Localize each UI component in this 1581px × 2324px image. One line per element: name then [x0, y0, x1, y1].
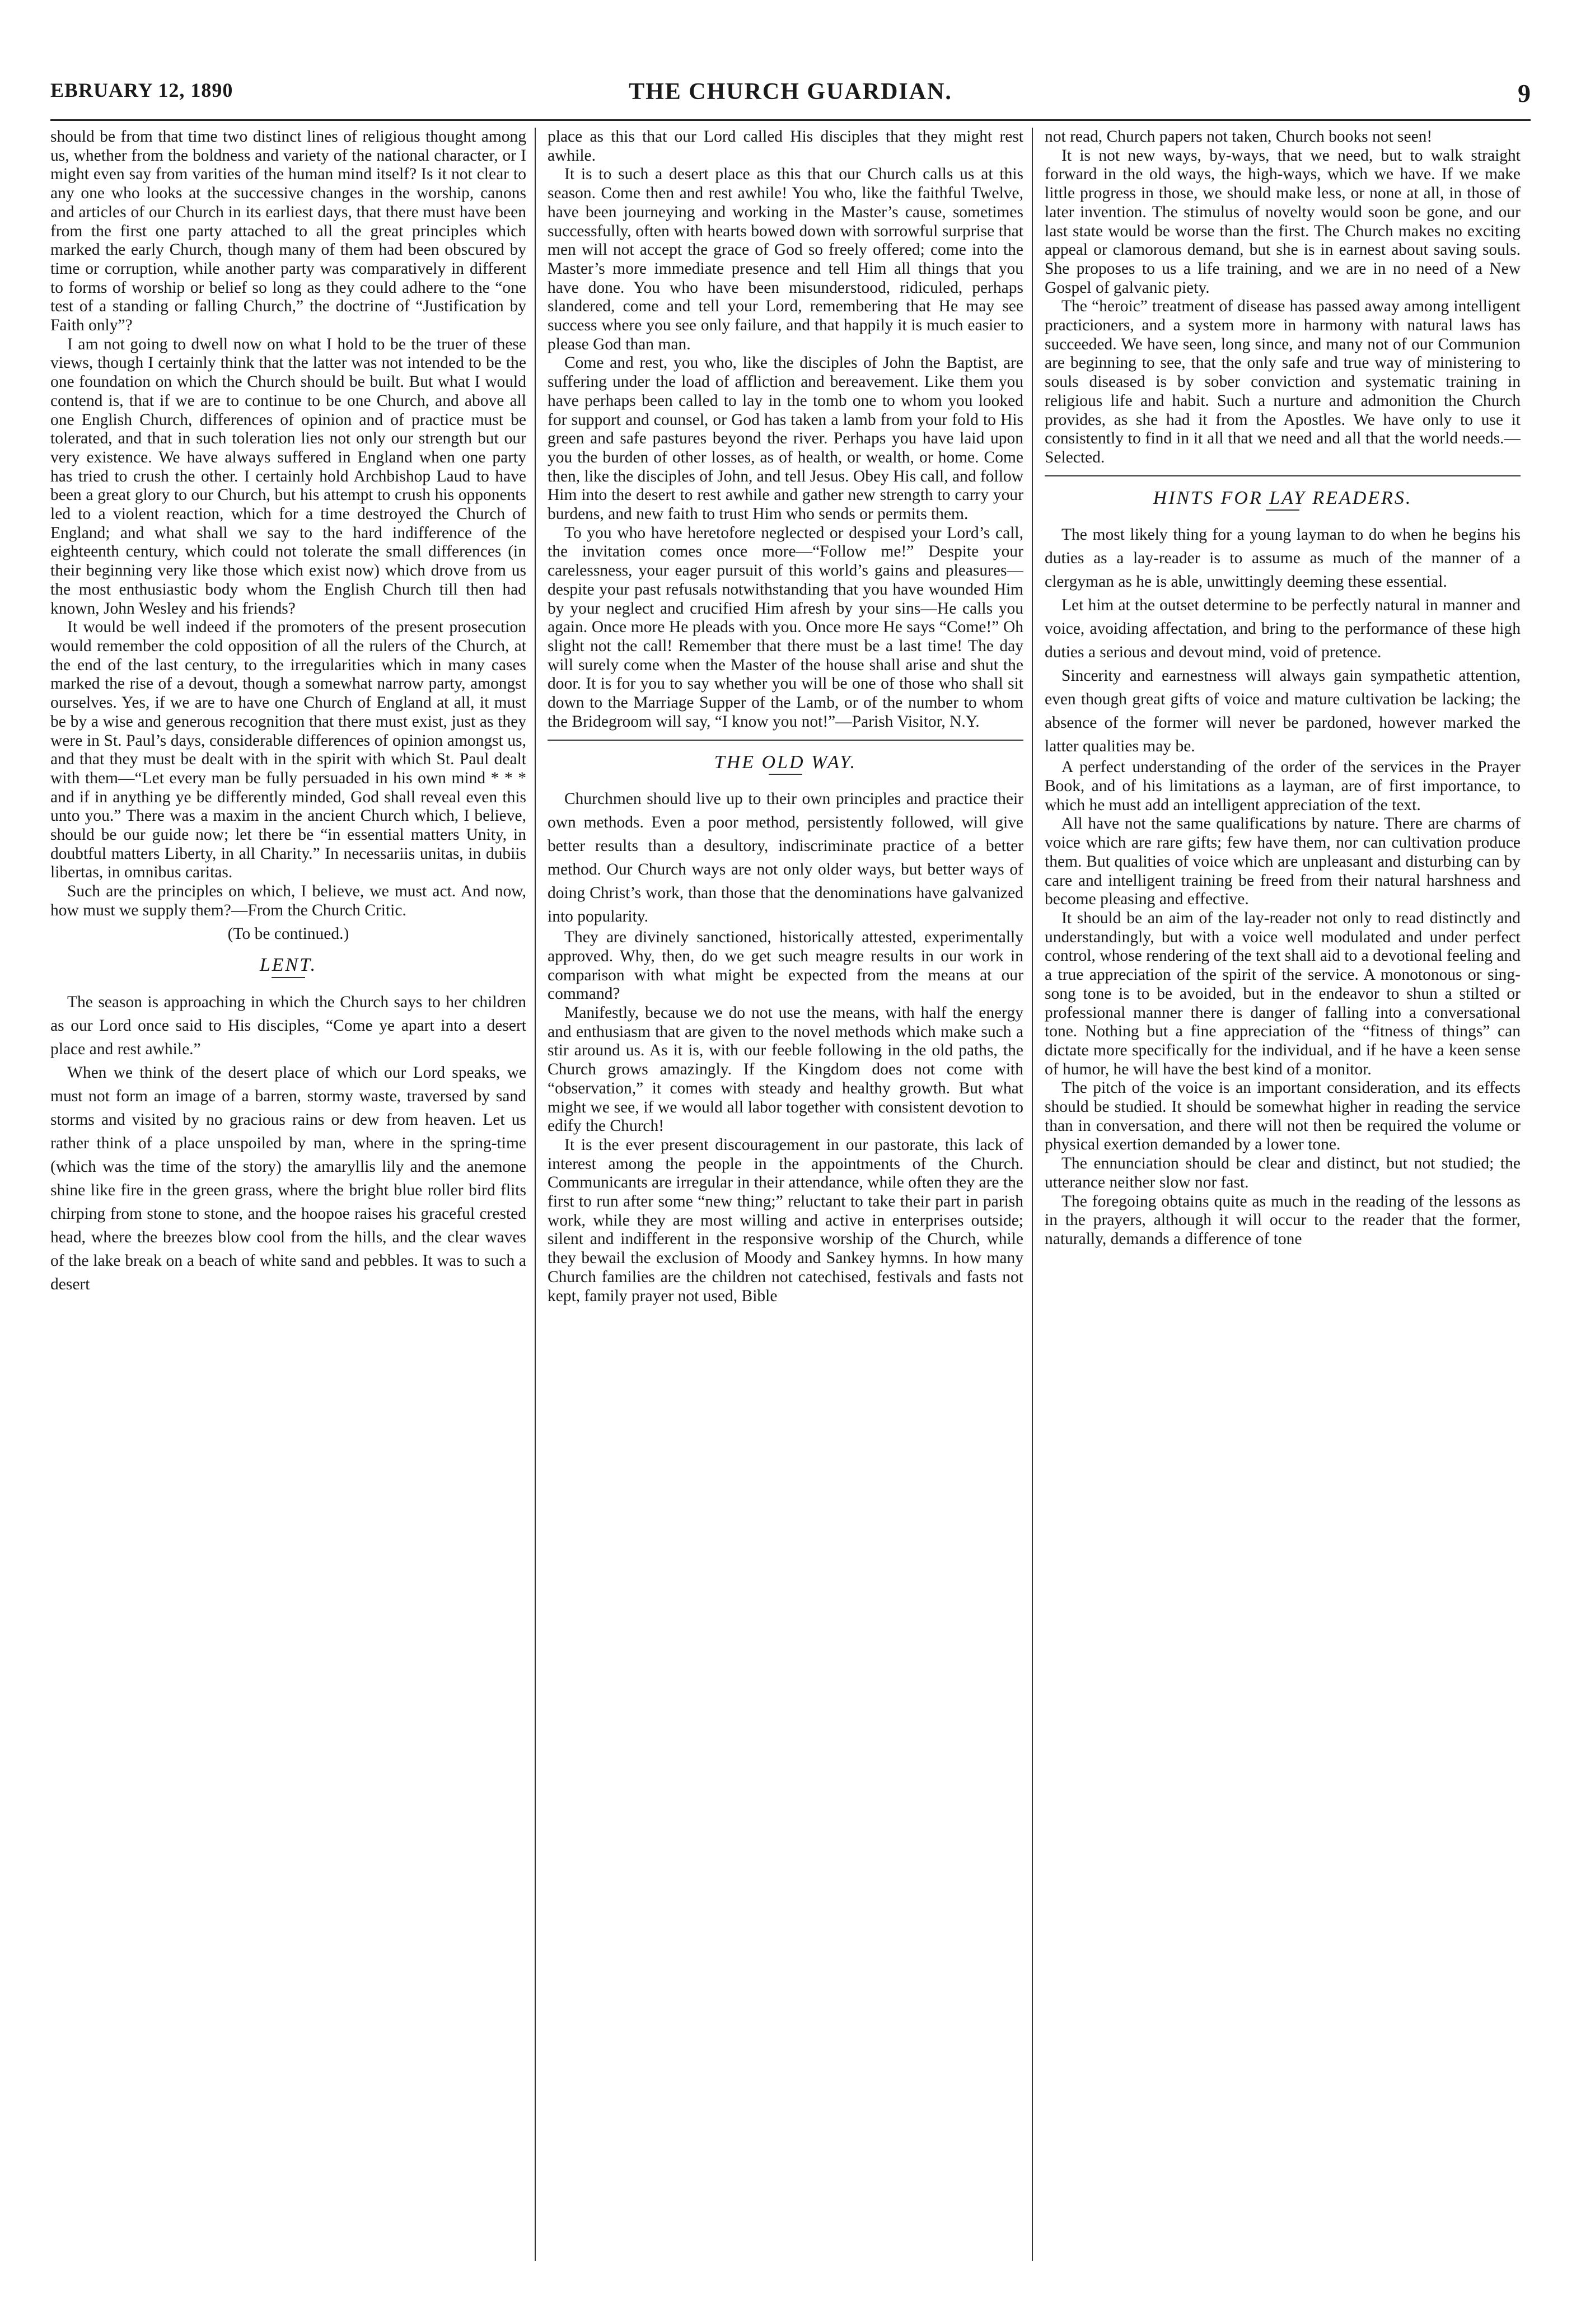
article-paragraph: It is to such a desert place as this that our Church calls us at this season. Come then and rest awhile! You who, like the faithful Twelve, have been journeying and working in the Master’s cause, sometimes successfully, often with hearts bowed down with sorrowful surprise that men will not accept the grace of God so freely offered; come into the Master’s more immediate presence and tell Him all things that you have done. You who have been misunderstood, ridiculed, perhaps slandered, come and tell your Lord, remembering that He may see success where you see only failure, and that happily it is much easier to please God than man. — [548, 165, 1023, 353]
masthead-rule — [50, 119, 1531, 121]
column-divider — [535, 128, 536, 2261]
article-paragraph: All have not the same qualifications by nature. There are charms of voice which are rare gifts; few have them, nor can cultivation produce them. But qualities of voice which are unpleasant and disturbing can by care and intelligent training be freed from their natural harshness and become pleasing and effective. — [1045, 815, 1521, 909]
section-heading-lent: LENT. — [259, 955, 317, 976]
issue-date: EBRUARY 12, 1890 — [50, 79, 233, 101]
article-paragraph: The ennunciation should be clear and distinct, but not studied; the utterance neither slow nor fast. — [1045, 1154, 1521, 1191]
article-paragraph: When we think of the desert place of which our Lord speaks, we must not form an image of a barren, stormy waste, traversed by sand storms and visited by no gracious rains or dew from heaven. Let us rather think of a place unspoiled by man, where in the spring-time (which was the time of the story) the amaryllis lily and the anemone shine like fire in the green grass, where the bright blue roller bird flits chirping from stone to stone, and the hoopoe raises his graceful crested head, where the breezes blow cool from the hills, and the clear waves of the lake break on a beach of white sand and pebbles. It was to such a desert — [50, 1063, 526, 1293]
article-paragraph: The foregoing obtains quite as much in the reading of the lessons as in the prayers, although it will occur to the reader that the former, naturally, demands a difference of tone — [1045, 1192, 1521, 1248]
article-paragraph: not read, Church papers not taken, Church books not seen! — [1045, 128, 1433, 146]
continued-note: (To be continued.) — [227, 924, 349, 943]
article-paragraph: Let him at the outset determine to be perfectly natural in manner and voice, avoiding affectation, and bring to the performance of these high duties a serious and devout mind, void of pretence. — [1045, 596, 1521, 662]
article-paragraph: Manifestly, because we do not use the means, with half the energy and enthusiasm that are given to the novel methods which make such a stir around us. As it is, with our feeble following in the old paths, the Church grows amazingly. If the Kingdom does not come with “observation,” it comes with steady and healthy growth. But what might we see, if we would all labor together with consistent devotion to edify the Church! — [548, 1004, 1023, 1135]
heading-rule — [272, 977, 305, 978]
heading-rule — [769, 774, 802, 775]
article-paragraph: It would be well indeed if the promoters of the present prosecution would remember the cold opposition of all the rulers of the Church, at the end of the last century, to the irregularities which in many cases marked the rise of a devout, though a somewhat narrow party, amongst ourselves. Yes, if we are to have one Church of England at all, it must be by a wise and generous recognition that there must exist, just as they were in St. Paul’s days, considerable differences of opinion amongst us, and that they must be dealt with in the spirit with which St. Paul dealt with them—“Let every man be fully persuaded in his own mind * * * and if in anything ye be differently minded, God shall reveal even this unto you.” There was a maxim in the ancient Church which, I believe, should be our guide now; let there be “in essential matters Unity, in doubtful matters Liberty, in all Charity.” In necessariis unitas, in dubiis libertas, in omnibus caritas. — [50, 618, 526, 882]
page-number: 9 — [1518, 79, 1531, 107]
article-paragraph: It should be an aim of the lay-reader not only to read distinctly and understandingly, but with a voice well modulated and under perfect control, whose rendering of the text shall aid to a devotional feeling and a true appreciation of the spirit of the service. A monotonous or sing-song tone is to be avoided, but in the endeavor to shun a stilted or professional manner there is danger of falling into a conversational tone. Nothing but a fine appreciation of the “fitness of things” can dictate more specifically for the individual, and if he have a keen sense of humor, he will have the best kind of a monitor. — [1045, 909, 1521, 1078]
heading-rule — [1266, 509, 1299, 511]
article-paragraph: The most likely thing for a young layman to do when he begins his duties as a lay-reader is to assume as much of the manner of a clergyman as he is able, unwittingly deeming these essential. — [1045, 526, 1521, 591]
article-paragraph: Come and rest, you who, like the disciples of John the Baptist, are suffering under the load of affliction and bereavement. Like them you have perhaps been called to lay in the tomb one to whom you looked for support and counsel, or God has taken a lamb from your fold to His green and safe pastures beyond the river. Perhaps you have laid upon you the burden of other losses, as of health, or wealth, or home. Come then, like the disciples of John, and tell Jesus. Obey His call, and follow Him into the desert to rest awhile and gather new strength to carry your burdens, and new faith to trust Him who sends or permits them. — [548, 354, 1023, 523]
column-3 — [1045, 128, 1521, 2261]
article-paragraph: The season is approaching in which the Church says to her children as our Lord once said to His disciples, “Come ye apart into a desert place and rest awhile.” — [50, 993, 526, 1058]
section-rule — [548, 740, 1023, 741]
article-paragraph: The pitch of the voice is an important consideration, and its effects should be studied. It should be somewhat higher in reading the service than in conversation, and there will not then be required the volume or physical exertion demanded by a lower tone. — [1045, 1079, 1521, 1154]
article-paragraph: place as this that our Lord called His disciples that they might rest awhile. — [548, 128, 1023, 165]
column-2 — [548, 128, 1023, 2261]
section-heading-hints: HINTS FOR LAY READERS. — [1153, 487, 1412, 508]
article-paragraph: A perfect understanding of the order of the services in the Prayer Book, and of his limitations as a layman, are of first importance, to which he must add an intelligent appreciation of the text. — [1045, 758, 1521, 814]
article-paragraph: Sincerity and earnestness will always gain sympathetic attention, even though great gifts of voice and mature cultivation be lacking; the absence of the former will never be pardoned, however marked the latter qualities may be. — [1045, 667, 1521, 756]
section-heading-old-way: THE OLD WAY. — [714, 751, 857, 773]
article-paragraph: It is the ever present discouragement in our pastorate, this lack of interest among the people in the appointments of the Church. Communicants are irregular in their attendance, while often they are the first to run after some “new thing;” reluctant to take their part in parish work, while they are most willing and active in enterprises outside; silent and indifferent in the responsive worship of the Church, while they bewail the exclusion of Moody and Sankey hymns. In how many Church families are the children not catechised, festivals and fasts not kept, family prayer not used, Bible — [548, 1135, 1023, 1305]
newspaper-title: THE CHURCH GUARDIAN. — [629, 79, 952, 105]
column-1 — [50, 128, 526, 2261]
article-paragraph: The “heroic” treatment of disease has passed away among intelligent practicioners, and a system more in harmony with natural laws has succeeded. We have seen, long since, and many not of our Communion are beginning to see, that the only safe and true way of ministering to souls diseased is by sober conviction and systematic training in religious life and habit. Such a nurture and admonition the Church provides, as she had it from the Apostles. We have only to use it consistently to find in it all that we need and all that the world needs.—Selected. — [1045, 297, 1521, 466]
article-paragraph: It is not new ways, by-ways, that we need, but to walk straight forward in the old ways, the high-ways, which we have. If we make little progress in those, we should make less, or none at all, in those of later invention. The stimulus of novelty would soon be gone, and our last state would be worse than the first. The Church makes no exciting appeal or clamorous demand, but she is in earnest about saving souls. She proposes to us a life training, and we are in no need of a New Gospel of galvanic piety. — [1045, 146, 1521, 297]
article-paragraph: Churchmen should live up to their own principles and practice their own methods. Even a poor method, persistently followed, will give better results than a desultory, indiscriminate practice of a better method. Our Church ways are not only older ways, but better ways of doing Christ’s work, than those that the denominations have galvanized into popularity. — [548, 790, 1023, 926]
article-paragraph: They are divinely sanctioned, historically attested, experimentally approved. Why, then, do we get such meagre results in our work in comparison with what might be expected from the means at our command? — [548, 928, 1023, 1003]
section-rule — [1045, 475, 1521, 476]
article-paragraph: I am not going to dwell now on what I hold to be the truer of these views, though I certainly think that the latter was not intended to be the one foundation on which the Church should be built. But what I would contend is, that if we are to continue to be one Church, and above all one English Church, differences of opinion and of practice must be tolerated, and that in such toleration lies not only our strength but our very existence. We have always suffered in England when one party has tried to crush the other. I certainly hold Archbishop Laud to have been a great glory to our Church, but his attempt to crush his opponents led to a violent reaction, which for a time destroyed the Church of England; and what shall we say to the hard indifference of the eighteenth century, which could not tolerate the small differences (in their beginning very like those which exist now) which drove from us the most enthusiastic body whom the English Church till then had known, John Wesley and his friends? — [50, 335, 526, 618]
column-divider — [1032, 128, 1033, 2261]
article-paragraph: To you who have heretofore neglected or despised your Lord’s call, the invitation comes once more—“Follow me!” Despite your carelessness, your eager pursuit of this world’s gains and pleasures—despite your past refusals notwithstanding that you have wounded Him by your neglect and crucified Him afresh by your sins—He calls you again. Once more He pleads with you. Once more He says “Come!” Oh slight not the call! Remember that there must be a last time! The day will surely come when the Master of the house shall arise and shut the door. It is for you to say whether you will be one of those who shall sit down to the Marriage Supper of the Lamb, or of the number to whom the Bridegroom will say, “I know you not!”—Parish Visitor, N.Y. — [548, 523, 1023, 731]
article-paragraph: should be from that time two distinct lines of religious thought among us, whether from the boldness and variety of the national character, or I might even say from varities of the human mind itself? Is it not clear to any one who looks at the successive changes in the worship, canons and articles of our Church in its earliest days, that there must have been from the first one party attached to all the great principles which marked the early Church, though many of them had been obscured by time or corruption, while another party was comparatively in different to forms of worship or belief so long as they could adhere to the “one test of a standing or falling Church,” the doctrine of “Justification by Faith only”? — [50, 128, 526, 335]
masthead — [50, 78, 1531, 112]
article-paragraph: Such are the principles on which, I believe, we must act. And now, how must we supply them?—From the Church Critic. — [50, 882, 526, 919]
